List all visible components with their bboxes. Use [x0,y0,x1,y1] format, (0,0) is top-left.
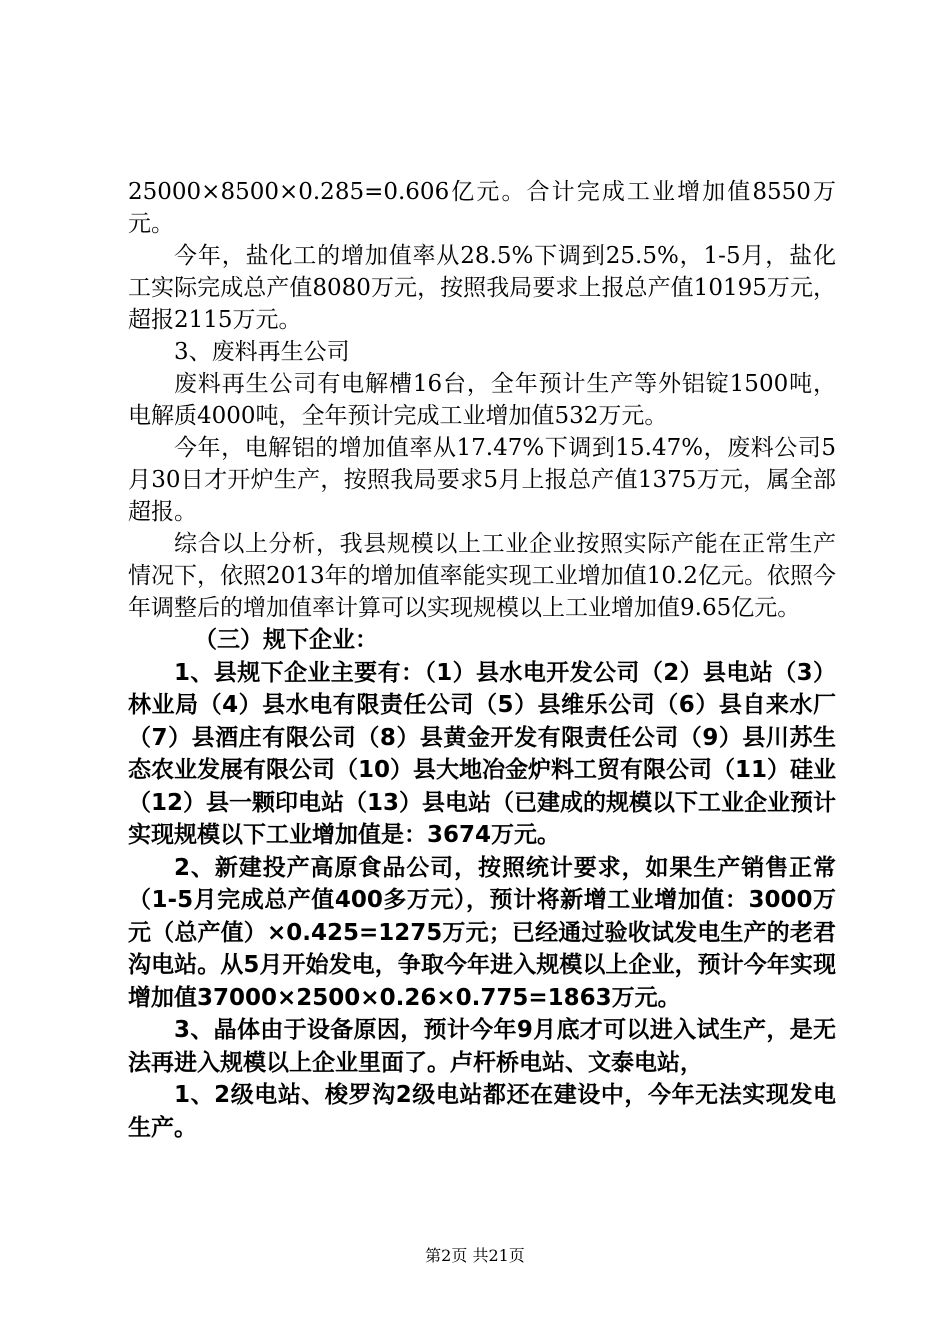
paragraph-electrolytic-aluminum: 今年，电解铝的增加值率从17.47%下调到15.47%，废料公司5月30日才开炉生产，按照我局要求5月上报总产值1375万元，属全部超报。 [128,435,836,525]
paragraph-waste-recycling-capacity: 废料再生公司有电解槽16台，全年预计生产等外铝锭1500吨，电解质4000吨，全年预计完成工业增加值532万元。 [128,371,836,429]
paragraph-revenue-calc: 25000×8500×0.285=0.606亿元。合计完成工业增加值8550万元。 [128,179,836,237]
section-heading-waste-recycling: 3、废料再生公司 [174,339,350,365]
paragraph-small-enterprise-list: 1、县规下企业主要有：（1）县水电开发公司（2）县电站（3）林业局（4）县水电有限责任公司（5）县维乐公司（6）县自来水厂（7）县酒庄有限公司（8）县黄金开发有限责任公司（9）县川苏生态农业发展有限公司（10）县大地冶金炉料工贸有限公司（11）硅业（12）县一颗印电站（13）县电站（已建成的规模以下工业企业预计实现规模以下工业增加值是：3674万元。 [128,659,837,848]
paragraph-crystal-equipment: 3、晶体由于设备原因，预计今年9月底才可以进入试生产，是无法再进入规模以上企业里面了。卢杆桥电站、文泰电站， [128,1017,836,1076]
page-footer: 第2页 共21页 [425,1246,525,1265]
paragraph-stations-under-construction: 1、2级电站、梭罗沟2级电站都还在建设中，今年无法实现发电生产。 [128,1082,836,1141]
paragraph-summary-analysis: 综合以上分析，我县规模以上工业企业按照实际产能在正常生产情况下，依照2013年的增加值率能实现工业增加值10.2亿元。依照今年调整后的增加值率计算可以实现规模以上工业增加值9.65亿元。 [128,531,836,621]
paragraph-salt-chemical: 今年，盐化工的增加值率从28.5%下调到25.5%，1-5月，盐化工实际完成总产值8080万元，按照我局要求上报总产值10195万元，超报2115万元。 [128,243,836,333]
section-heading-small-enterprises: （三）规下企业： [194,627,378,653]
paragraph-new-food-company: 2、新建投产高原食品公司，按照统计要求，如果生产销售正常（1-5月完成总产值400多万元），预计将新增工业增加值：3000万元（总产值）×0.425=1275万元；已经通过验收试发电生产的老君沟电站。从5月开始发电，争取今年进入规模以上企业，预计今年实现增加值37000×2500×0.26×0.775=1863万元。 [128,854,836,1011]
document-body [128,176,836,1144]
